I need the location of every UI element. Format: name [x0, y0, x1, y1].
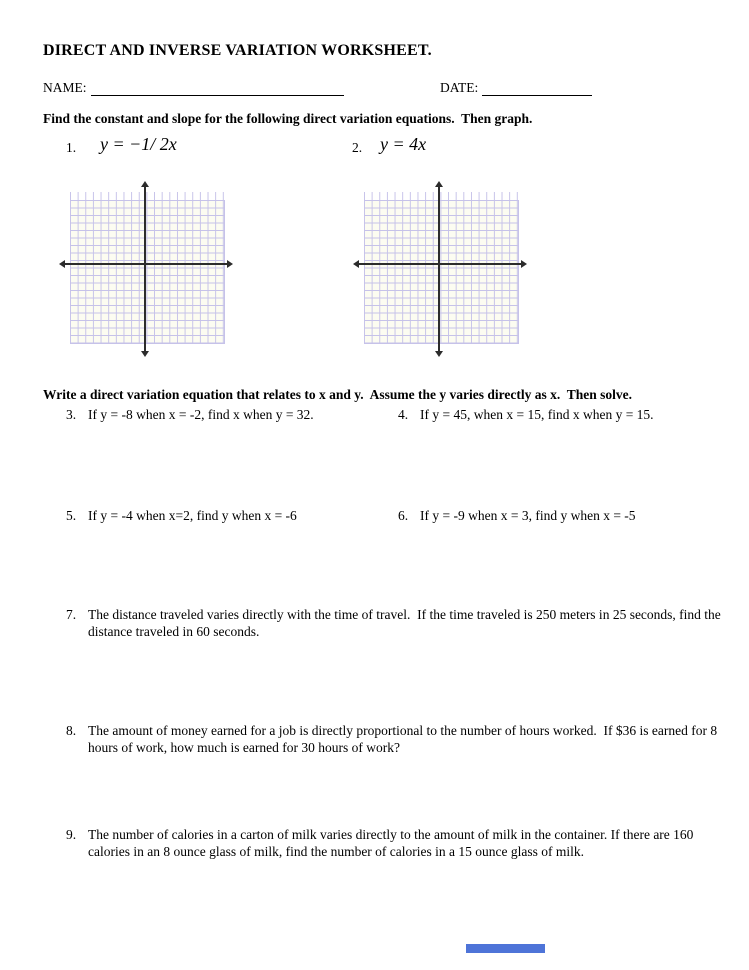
- problem-1-number: 1.: [66, 140, 77, 155]
- problem-2-equation: y = 4x: [380, 134, 427, 154]
- graph-1-grid-fringe: [70, 192, 224, 200]
- x-axis-left-arrow-icon: [59, 260, 65, 268]
- problem-6-text: If y = -9 when x = 3, find y when x = -5: [420, 508, 636, 523]
- problem-7: [66, 606, 726, 640]
- problem-6-number: 6.: [398, 508, 409, 523]
- graph-1-y-axis: [144, 183, 146, 355]
- problem-8: [66, 722, 726, 756]
- problem-5: [66, 507, 391, 524]
- problem-5-text: If y = -4 when x=2, find y when x = -6: [88, 508, 297, 523]
- problem-9-text: The number of calories in a carton of milk varies directly to the amount of milk in the container. If there are 160 calories in an 8 ounce glass of milk, find the number of calories in a 15 ounce glass of milk.: [88, 827, 697, 859]
- problem-4-number: 4.: [398, 407, 409, 422]
- name-date-row: [43, 80, 706, 100]
- problem-4: [398, 406, 718, 423]
- graph-2-x-axis: [355, 263, 525, 265]
- y-axis-down-arrow-icon: [435, 351, 443, 357]
- y-axis-up-arrow-icon: [435, 181, 443, 187]
- problem-2-number: 2.: [352, 140, 363, 155]
- problem-1-equation: y = −1/ 2x: [100, 134, 177, 154]
- problem-7-number: 7.: [66, 607, 77, 622]
- problem-8-text: The amount of money earned for a job is directly proportional to the number of hours worked. If $36 is earned for 8 hours of work, how much is earned for 30 hours of work?: [88, 723, 721, 755]
- graph-1-x-axis: [61, 263, 231, 265]
- section2-instruction: Write a direct variation equation that relates to x and y. Assume the y varies directly as x. Then solve.: [43, 387, 632, 402]
- graph-2: [355, 183, 525, 355]
- graph-2-y-axis: [438, 183, 440, 355]
- name-label: NAME:: [43, 80, 87, 95]
- date-blank-line: [482, 82, 592, 96]
- date-group: [440, 80, 592, 96]
- problem-4-text: If y = 45, when x = 15, find x when y = 15.: [420, 407, 654, 422]
- problem-8-number: 8.: [66, 723, 77, 738]
- y-axis-up-arrow-icon: [141, 181, 149, 187]
- graph-2-grid-fringe: [364, 192, 518, 200]
- graph-1: [61, 183, 231, 355]
- page-title: DIRECT AND INVERSE VARIATION WORKSHEET.: [43, 42, 432, 59]
- problem-3: [66, 406, 391, 423]
- problem-6: [398, 507, 718, 524]
- date-label: DATE:: [440, 80, 479, 95]
- graph-1-grid: [70, 200, 225, 344]
- section1-instruction: Find the constant and slope for the following direct variation equations. Then graph.: [43, 111, 533, 126]
- problem-9: [66, 826, 726, 860]
- problem-9-number: 9.: [66, 827, 77, 842]
- problem-3-number: 3.: [66, 407, 77, 422]
- name-blank-line: [91, 82, 344, 96]
- x-axis-left-arrow-icon: [353, 260, 359, 268]
- x-axis-right-arrow-icon: [227, 260, 233, 268]
- problem-5-number: 5.: [66, 508, 77, 523]
- bottom-blue-bar: [466, 944, 545, 953]
- x-axis-right-arrow-icon: [521, 260, 527, 268]
- problem-7-text: The distance traveled varies directly with the time of travel. If the time traveled is 250 meters in 25 seconds, find the distance traveled in 60 seconds.: [88, 607, 725, 639]
- y-axis-down-arrow-icon: [141, 351, 149, 357]
- graph-2-grid: [364, 200, 519, 344]
- problem-3-text: If y = -8 when x = -2, find x when y = 32.: [88, 407, 314, 422]
